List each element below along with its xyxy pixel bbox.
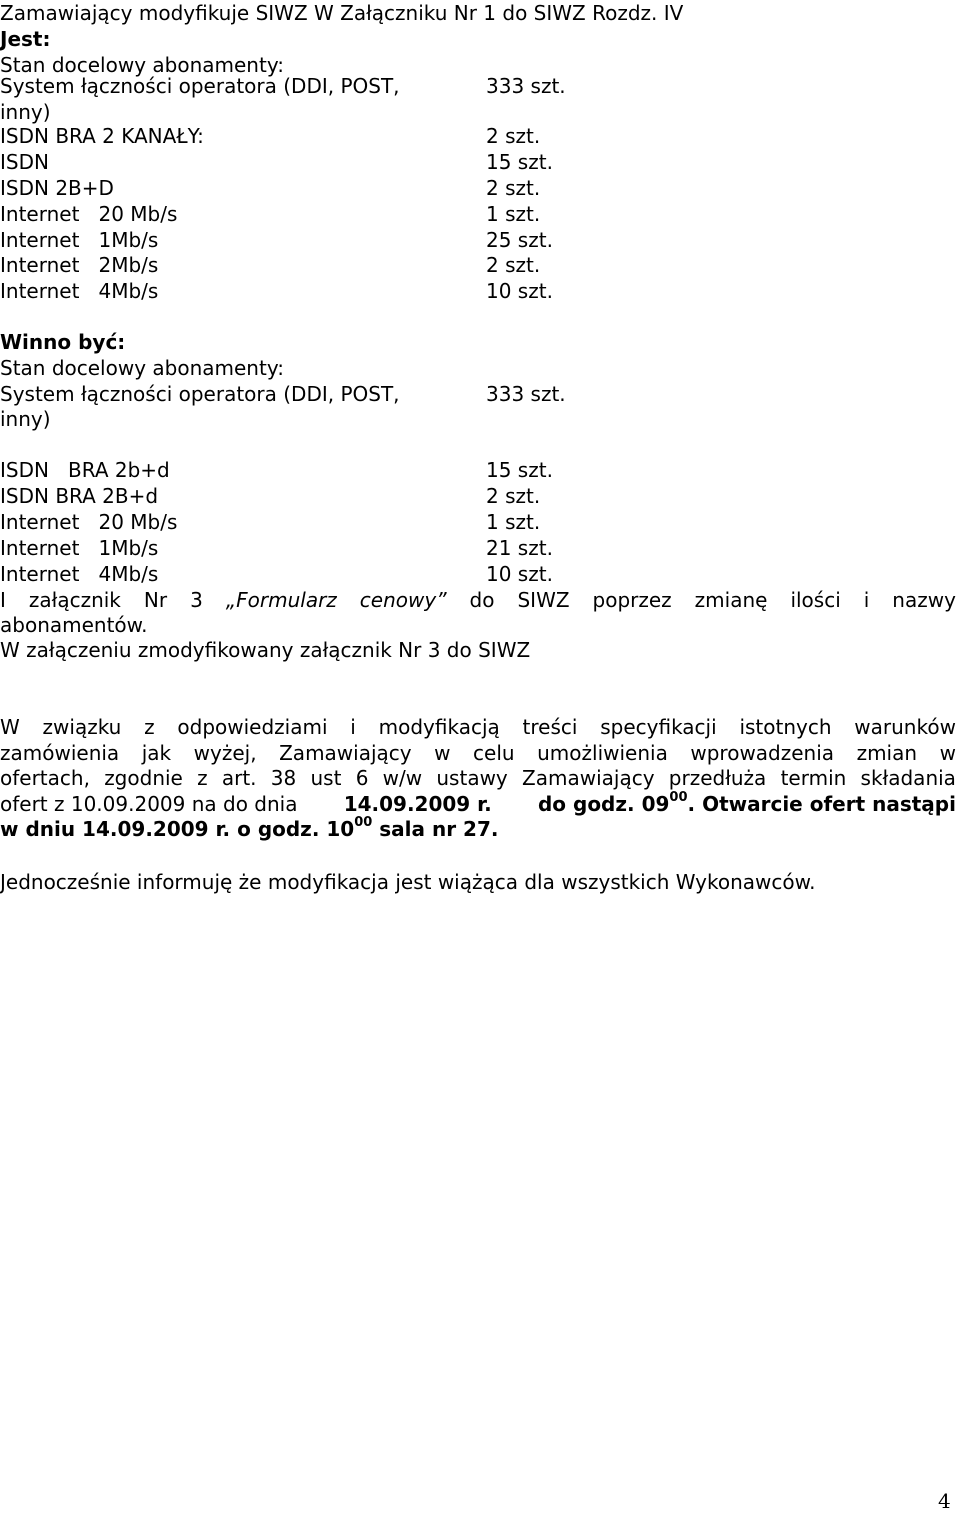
opening-room: sala nr 27. bbox=[372, 817, 499, 841]
word: z bbox=[144, 715, 155, 739]
winno-item-label: Internet 4Mb/s bbox=[0, 562, 159, 586]
new-deadline-date: 14.09.2009 r. bbox=[343, 791, 492, 816]
winno-item-qty: 2 szt. bbox=[486, 484, 541, 508]
word: umożliwienia bbox=[537, 740, 668, 765]
opening-hour: w dniu 14.09.2009 r. o godz. 10 bbox=[0, 817, 355, 841]
word: w/w bbox=[382, 766, 423, 790]
word: wyżej, bbox=[193, 740, 257, 765]
attachment-word: zmianę bbox=[694, 588, 768, 612]
attachment-line-cont: abonamentów. bbox=[0, 613, 148, 637]
word: ofertach, bbox=[0, 766, 90, 790]
deadline-minutes: 00 bbox=[669, 789, 688, 805]
jest-item-label: ISDN BRA 2 KANAŁY: bbox=[0, 124, 204, 148]
jest-item-qty: 10 szt. bbox=[486, 279, 553, 303]
word: modyfikacją bbox=[378, 715, 500, 739]
attachment-note: W załączeniu zmodyfikowany załącznik Nr 3 do SIWZ bbox=[0, 638, 531, 662]
word: zgodnie bbox=[104, 766, 183, 790]
new-deadline-time bbox=[537, 789, 956, 818]
winno-item-qty: 10 szt. bbox=[486, 562, 553, 586]
opening-minutes: 00 bbox=[354, 815, 373, 831]
word: warunków bbox=[854, 715, 956, 739]
deadline-paragraph bbox=[0, 715, 956, 843]
jest-heading: Jest: bbox=[0, 27, 51, 51]
word: przedłuża bbox=[668, 766, 767, 790]
winno-system-label: System łączności operatora (DDI, POST, bbox=[0, 382, 400, 406]
jest-item-qty: 1 szt. bbox=[486, 202, 541, 226]
attachment-word: cenowy” bbox=[359, 588, 447, 612]
opening-time bbox=[0, 817, 498, 843]
jest-subheading: Stan docelowy abonamenty: bbox=[0, 53, 284, 77]
word: i bbox=[350, 715, 356, 739]
word: z bbox=[197, 766, 208, 790]
attachment-word: I bbox=[0, 588, 6, 612]
winno-item-label: ISDN BRA 2b+d bbox=[0, 458, 170, 482]
deadline-hour: do godz. 09 bbox=[537, 791, 670, 816]
jest-system-label-cont: inny) bbox=[0, 100, 51, 124]
word: jak bbox=[141, 740, 172, 765]
word: termin bbox=[780, 766, 847, 790]
attachment-word: 3 bbox=[190, 588, 203, 612]
word: treści bbox=[522, 715, 578, 739]
attachment-line bbox=[0, 587, 956, 613]
attachment-word: do bbox=[469, 588, 495, 612]
word: 38 bbox=[270, 766, 297, 790]
winno-subheading: Stan docelowy abonamenty: bbox=[0, 356, 284, 380]
jest-item-label: Internet 1Mb/s bbox=[0, 228, 159, 252]
winno-system-label-cont: inny) bbox=[0, 407, 51, 431]
winno-item-qty: 15 szt. bbox=[486, 458, 553, 482]
word: w bbox=[939, 740, 956, 765]
attachment-word: SIWZ bbox=[517, 588, 570, 612]
jest-system-label: System łączności operatora (DDI, POST, bbox=[0, 74, 400, 98]
word: zmian bbox=[856, 740, 918, 765]
word: W bbox=[0, 715, 20, 739]
intro-line: Zamawiający modyfikuje SIWZ W Załączniku Nr 1 do SIWZ Rozdz. IV bbox=[0, 1, 684, 25]
word: odpowiedziami bbox=[177, 715, 328, 739]
word: Zamawiający bbox=[522, 766, 655, 790]
jest-item-qty: 2 szt. bbox=[486, 124, 541, 148]
paragraph-line4-prefix: ofert z 10.09.2009 na do dnia bbox=[0, 791, 298, 816]
attachment-word: Nr bbox=[143, 588, 168, 612]
winno-system-qty: 333 szt. bbox=[486, 382, 566, 406]
word: ust bbox=[310, 766, 342, 790]
attachment-word: nazwy bbox=[892, 588, 956, 612]
jest-item-label: Internet 20 Mb/s bbox=[0, 202, 178, 226]
word: składania bbox=[860, 766, 956, 790]
opening-text: . Otwarcie ofert nastąpi bbox=[687, 791, 956, 816]
jest-item-qty: 2 szt. bbox=[486, 253, 541, 277]
word: w bbox=[434, 740, 451, 765]
jest-item-qty: 2 szt. bbox=[486, 176, 541, 200]
attachment-word: „Formularz bbox=[225, 588, 337, 612]
winno-item-label: Internet 1Mb/s bbox=[0, 536, 159, 560]
paragraph-line bbox=[0, 766, 956, 792]
paragraph-line bbox=[0, 741, 956, 767]
paragraph-line bbox=[0, 715, 956, 741]
jest-item-label: ISDN bbox=[0, 150, 49, 174]
paragraph-line bbox=[0, 817, 956, 843]
jest-item-qty: 25 szt. bbox=[486, 228, 553, 252]
winno-item-qty: 21 szt. bbox=[486, 536, 553, 560]
word: wprowadzenia bbox=[690, 740, 835, 765]
jest-item-label: ISDN 2B+D bbox=[0, 176, 114, 200]
paragraph-line bbox=[0, 789, 956, 818]
word: art. bbox=[221, 766, 257, 790]
jest-item-label: Internet 2Mb/s bbox=[0, 253, 159, 277]
winno-item-label: Internet 20 Mb/s bbox=[0, 510, 178, 534]
attachment-word: poprzez bbox=[592, 588, 672, 612]
winno-item-label: ISDN BRA 2B+d bbox=[0, 484, 159, 508]
word: 6 bbox=[355, 766, 369, 790]
winno-heading: Winno być: bbox=[0, 330, 126, 354]
word: związku bbox=[42, 715, 122, 739]
attachment-word: załącznik bbox=[28, 588, 121, 612]
word: Zamawiający bbox=[279, 740, 412, 765]
attachment-word: ilości bbox=[790, 588, 841, 612]
jest-item-label: Internet 4Mb/s bbox=[0, 279, 159, 303]
attachment-word: i bbox=[863, 588, 870, 612]
word: celu bbox=[473, 740, 515, 765]
word: specyfikacji bbox=[600, 715, 717, 739]
word: zamówienia bbox=[0, 740, 120, 765]
word: istotnych bbox=[739, 715, 832, 739]
jest-item-qty: 15 szt. bbox=[486, 150, 553, 174]
closing-statement: Jednocześnie informuję że modyfikacja jest wiążąca dla wszystkich Wykonawców. bbox=[0, 870, 816, 894]
word: ustawy bbox=[436, 766, 508, 790]
winno-item-qty: 1 szt. bbox=[486, 510, 541, 534]
jest-system-qty: 333 szt. bbox=[486, 74, 566, 98]
page-number: 4 bbox=[938, 1489, 951, 1513]
